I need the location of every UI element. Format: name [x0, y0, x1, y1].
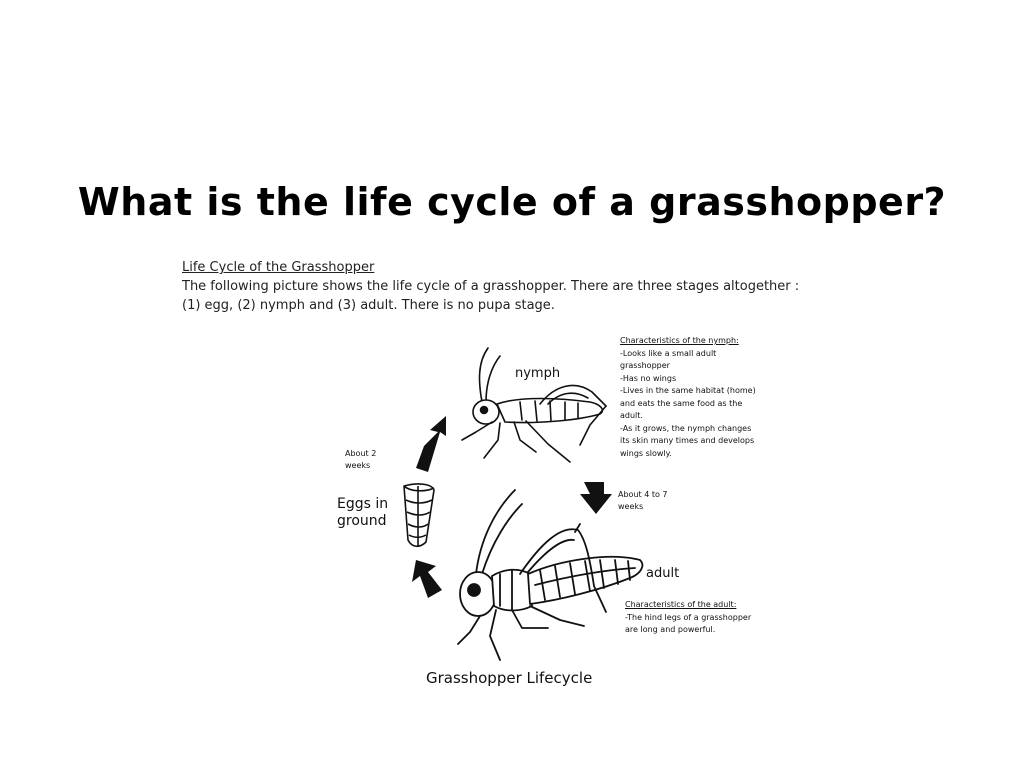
adult-label: adult	[646, 566, 680, 581]
nymph-characteristic-line: adult.	[620, 411, 643, 420]
egg-pod-illustration	[404, 484, 434, 546]
eggs-label	[337, 496, 388, 530]
nymph-characteristic-line: -As it grows, the nymph changes	[620, 423, 752, 433]
arrow-nymph-to-adult	[580, 482, 612, 514]
adult-illustration	[458, 490, 642, 660]
nymph-characteristic-line: -Has no wings	[620, 373, 677, 383]
adult-characteristics	[625, 599, 795, 637]
nymph-characteristic-line: -Lives in the same habitat (home)	[620, 386, 756, 395]
figure-caption: Grasshopper Lifecycle	[426, 669, 593, 687]
nymph-characteristic-line: wings slowly.	[620, 448, 672, 458]
egg-to-nymph-duration	[345, 448, 376, 472]
intro-heading: Life Cycle of the Grasshopper	[182, 260, 375, 275]
nymph-characteristic-line: its skin many times and develops	[620, 436, 755, 445]
nymph-to-adult-duration-line-2: weeks	[618, 502, 644, 511]
adult-characteristic-line: are long and powerful.	[625, 625, 716, 634]
nymph-characteristic-line: and eats the same food as the	[620, 398, 743, 408]
eggs-label-line-2: ground	[337, 513, 387, 529]
egg-to-nymph-duration-line-2: weeks	[345, 461, 371, 470]
adult-characteristic-line: -The hind legs of a grasshopper	[625, 612, 752, 622]
arrow-egg-to-nymph	[416, 416, 446, 472]
adult-characteristics-title: Characteristics of the adult:	[625, 600, 737, 609]
nymph-characteristics-title: Characteristics of the nymph:	[620, 336, 739, 345]
slide-title: What is the life cycle of a grasshopper?	[77, 180, 947, 224]
nymph-characteristics	[620, 335, 790, 460]
nymph-characteristic-line: grasshopper	[620, 361, 670, 370]
intro-line-2: (1) egg, (2) nymph and (3) adult. There is no pupa stage.	[182, 298, 555, 313]
eggs-label-line-1: Eggs in	[337, 496, 389, 512]
intro-line-1: The following picture shows the life cycle of a grasshopper. There are three stages altogether :	[182, 279, 800, 294]
nymph-to-adult-duration-line-1: About 4 to 7	[618, 490, 668, 499]
nymph-to-adult-duration	[618, 489, 668, 513]
nymph-label: nymph	[515, 366, 561, 381]
arrow-adult-to-egg	[412, 560, 442, 598]
egg-to-nymph-duration-line-1: About 2	[345, 449, 377, 458]
nymph-characteristic-line: -Looks like a small adult	[620, 348, 717, 358]
